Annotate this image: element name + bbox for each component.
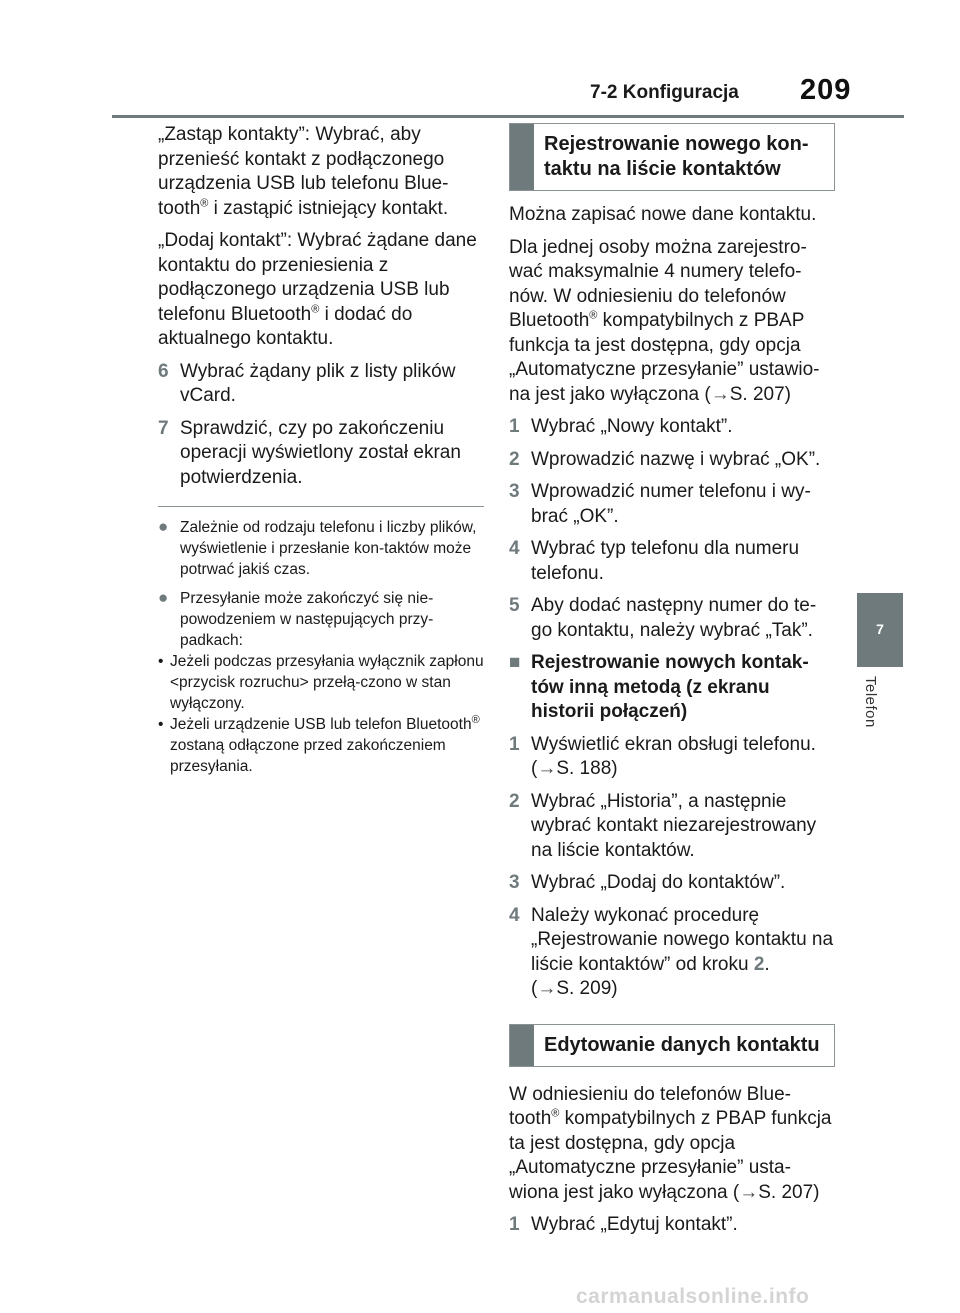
step-item xyxy=(158,417,484,491)
subheading-text: Rejestrowanie nowych kontak-tów inną metodą (z ekranu historii połączeń) xyxy=(531,652,809,722)
chapter-side-label-text: Telefon xyxy=(862,676,879,728)
step-item xyxy=(509,733,835,782)
paragraph-edit-info: W odniesieniu do telefonów Blue-tooth® kompatybilnych z PBAP funkcja ta jest dostępna, gdy opcja „Automatyczne przesyłanie” usta-wiona jest jako wyłączona (→S. 207) xyxy=(509,1083,832,1203)
bullet-icon: ● xyxy=(158,588,169,607)
note-item xyxy=(158,588,484,651)
step-number: 4 xyxy=(509,538,520,559)
step-item xyxy=(509,594,835,643)
chapter-tab-number: 7 xyxy=(876,621,884,637)
step-number: 6 xyxy=(158,360,169,382)
step-item xyxy=(509,904,835,1002)
step-item xyxy=(509,480,835,529)
step-number: 3 xyxy=(509,872,520,893)
paragraph-replace-contacts: „Zastąp kontakty”: Wybrać, aby przenieść kontakt z podłączonego urządzenia USB lub telefonu Blue-tooth® i zastąpić istniejący kontakt. xyxy=(158,124,449,219)
section-heading-bar xyxy=(510,124,534,190)
step-item xyxy=(509,537,835,586)
step-text: Należy wykonać procedurę „Rejestrowanie nowego kontaktu na liście kontaktów” od kroku 2. (→S. 209) xyxy=(531,904,834,999)
section-heading-new-contact xyxy=(509,123,835,191)
page-number: 209 xyxy=(800,74,852,106)
step-text: Wybrać żądany plik z listy plików vCard. xyxy=(180,360,456,406)
step-text: Wybrać „Nowy kontakt”. xyxy=(531,416,733,437)
step-number: 3 xyxy=(509,481,520,502)
note-text: Zależnie od rodzaju telefonu i liczby plików, wyświetlenie i przesłanie kon-taktów może potrwać jakiś czas. xyxy=(180,519,477,578)
sub-bullet-icon: • xyxy=(158,716,164,733)
step-number: 2 xyxy=(509,790,520,812)
bullet-icon: ● xyxy=(158,517,169,536)
left-column xyxy=(158,123,484,777)
step-number: 1 xyxy=(509,733,520,755)
sub-bullet-icon: • xyxy=(158,653,164,670)
step-reference-number: 2 xyxy=(753,953,765,975)
step-text: Wybrać „Edytuj kontakt”. xyxy=(531,1214,738,1235)
step-item xyxy=(509,415,835,440)
note-text: Przesyłanie może zakończyć się nie-powodzeniem w następujących przy-padkach: xyxy=(180,590,434,649)
step-item xyxy=(509,448,835,473)
arrow-icon: → xyxy=(537,758,557,779)
sub-bullet-item xyxy=(158,714,484,777)
section-heading-text: Rejestrowanie nowego kon-taktu na liście kontaktów xyxy=(544,133,809,180)
section-heading-edit-contact xyxy=(509,1024,835,1067)
step-item xyxy=(509,871,835,896)
paragraph-add-contact: „Dodaj kontakt”: Wybrać żądane dane kontaktu do przeniesienia z podłączonego urządzenia USB lub telefonu Bluetooth® i dodać do aktualnego kontaktu. xyxy=(158,230,477,349)
step-text: Wyświetlić ekran obsługi telefonu. (→S. 188) xyxy=(531,733,816,779)
paragraph-limit: Dla jednej osoby można zarejestro-wać maksymalnie 4 numery telefo-nów. W odniesieniu do telefonów Bluetooth® kompatybilnych z PBAP funkcja ta jest dostępna, gdy opcja „Automatyczne przesyłanie” ustawio-na jest jako wyłączona (→S. 207) xyxy=(509,236,820,405)
step-number: 4 xyxy=(509,904,520,926)
step-text: Wybrać typ telefonu dla numeru telefonu. xyxy=(531,538,800,584)
square-bullet-icon: ■ xyxy=(509,652,521,673)
step-text: Aby dodać następny numer do te-go kontaktu, należy wybrać „Tak”. xyxy=(531,595,817,641)
step-number: 2 xyxy=(509,448,520,470)
note-item xyxy=(158,517,484,580)
arrow-icon: → xyxy=(739,1181,759,1203)
sub-bullet-item xyxy=(158,651,484,714)
right-column xyxy=(509,123,835,1246)
step-item xyxy=(509,790,835,864)
step-item xyxy=(509,1213,835,1238)
step-text: Sprawdzić, czy po zakończeniu operacji wyświetlony został ekran potwierdzenia. xyxy=(180,417,461,488)
sub-bullet-text: Jeżeli urządzenie USB lub telefon Bluetooth® zostaną odłączone przed zakończeniem przesyłania. xyxy=(170,713,480,775)
chapter-title: 7-2 Konfiguracja xyxy=(590,82,739,103)
chapter-side-label xyxy=(860,676,900,746)
step-text: Wybrać „Historia”, a następnie wybrać kontakt niezarejestrowany na liście kontaktów. xyxy=(531,790,817,861)
arrow-icon: → xyxy=(710,383,730,405)
step-number: 1 xyxy=(509,416,520,437)
step-text: Wprowadzić nazwę i wybrać „OK”. xyxy=(531,448,821,470)
section-heading-text: Edytowanie danych kontaktu xyxy=(544,1033,820,1056)
paragraph-intro: Można zapisać nowe dane kontaktu. xyxy=(509,204,817,225)
step-number: 1 xyxy=(509,1214,520,1235)
step-item xyxy=(158,360,484,409)
step-number: 7 xyxy=(158,417,169,439)
notes-divider xyxy=(158,506,484,507)
step-number: 5 xyxy=(509,595,520,616)
section-heading-bar xyxy=(510,1025,534,1066)
chapter-tab xyxy=(857,593,903,667)
step-text: Wybrać „Dodaj do kontaktów”. xyxy=(531,872,786,893)
watermark: carmanualsonline.info xyxy=(576,1285,810,1308)
sub-bullet-text: Jeżeli podczas przesyłania wyłącznik zapłonu <przycisk rozruchu> przełą-czono w stan wyłączony. xyxy=(170,653,484,712)
step-text: Wprowadzić numer telefonu i wy-brać „OK”. xyxy=(531,481,811,527)
header-divider xyxy=(112,115,904,118)
arrow-icon: → xyxy=(537,978,557,999)
subheading-other-method xyxy=(509,651,835,725)
